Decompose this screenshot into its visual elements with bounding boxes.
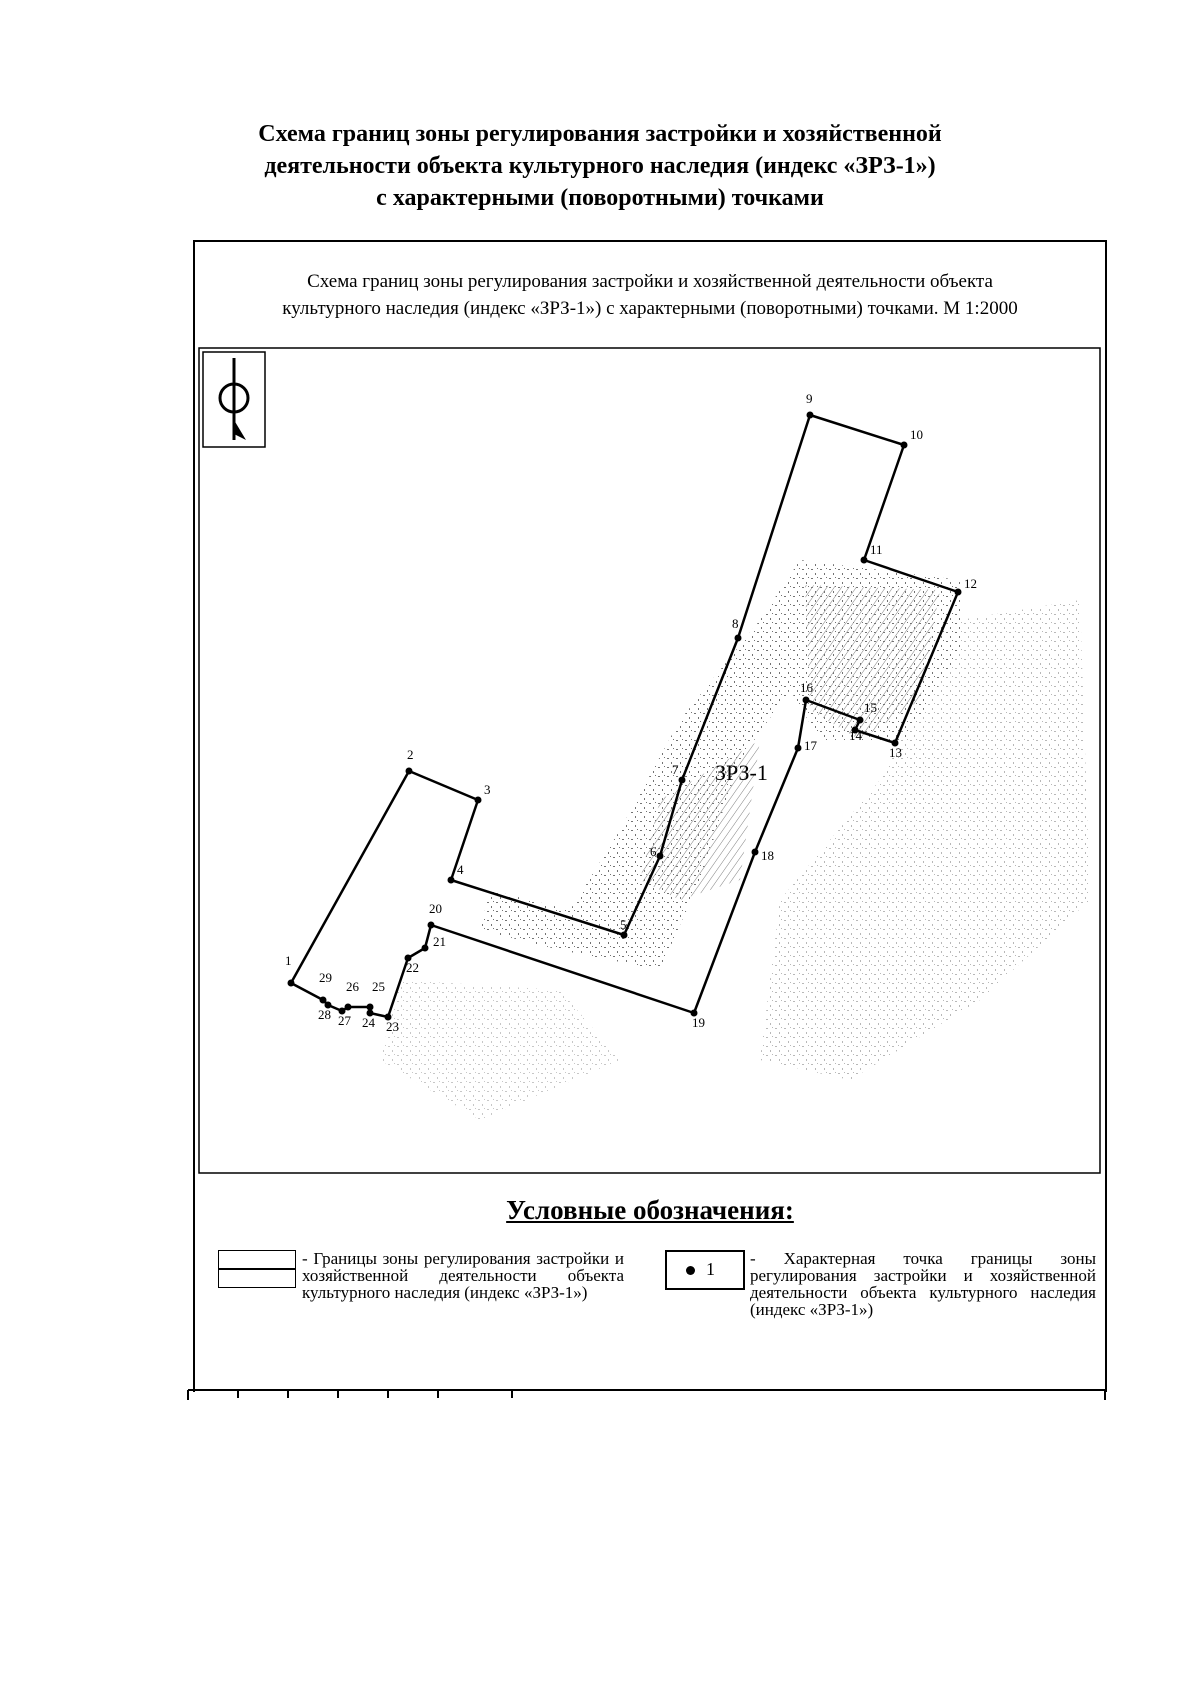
boundary-point-marker	[475, 797, 482, 804]
boundary-point-label: 5	[620, 917, 627, 932]
boundary-point-marker	[861, 557, 868, 564]
boundary-point-label: 25	[372, 979, 385, 994]
boundary-point-marker	[406, 768, 413, 775]
point-legend-text: - Характерная точка границы зоны регулирования застройки и хозяйственной деятельности объекта культурного наследия (индекс «ЗРЗ-1»)	[750, 1249, 1096, 1319]
boundary-point-marker	[857, 717, 864, 724]
map-caption-line-1: Схема границ зоны регулирования застройки и хозяйственной деятельности объекта	[307, 271, 993, 292]
boundary-point-label: 18	[761, 848, 774, 863]
boundary-point-marker	[735, 635, 742, 642]
boundary-point-label: 14	[849, 728, 862, 743]
point-legend-swatch	[665, 1250, 745, 1290]
boundary-point-marker	[657, 853, 664, 860]
boundary-point-label: 21	[433, 934, 446, 949]
boundary-point-label: 9	[806, 391, 813, 406]
boundary-point-label: 11	[870, 542, 883, 557]
boundary-point-label: 4	[457, 862, 464, 877]
boundary-point-label: 28	[318, 1007, 331, 1022]
boundary-point-marker	[901, 442, 908, 449]
urban-texture-patch	[380, 980, 620, 1120]
boundary-point-label: 12	[964, 576, 977, 591]
boundary-point-marker	[752, 849, 759, 856]
boundary-point-marker	[428, 922, 435, 929]
boundary-point-label: 3	[484, 782, 491, 797]
boundary-point-label: 13	[889, 745, 902, 760]
boundary-point-label: 24	[362, 1015, 375, 1030]
boundary-point-marker	[367, 1004, 374, 1011]
title-line-2: деятельности объекта культурного наследия (индекс «ЗРЗ-1»)	[264, 153, 936, 179]
boundary-legend-text: - Границы зоны регулирования застройки и хозяйственной деятельности объекта культурного наследия (индекс «ЗРЗ-1»)	[302, 1249, 624, 1302]
map-caption-line-2: культурного наследия (индекс «ЗРЗ-1») с характерными (поворотными) точками. М 1:2000	[282, 298, 1018, 319]
boundary-point-label: 10	[910, 427, 923, 442]
boundary-point-label: 16	[800, 680, 813, 695]
boundary-point-marker	[803, 697, 810, 704]
boundary-point-marker	[448, 877, 455, 884]
boundary-point-label: 6	[650, 844, 657, 859]
point-legend-number: 1	[706, 1259, 715, 1279]
boundary-point-label: 7	[672, 762, 679, 777]
legend-title: Условные обозначения:	[506, 1195, 794, 1225]
boundary-point-label: 8	[732, 616, 739, 631]
boundary-point-label: 19	[692, 1015, 705, 1030]
boundary-point-marker	[807, 412, 814, 419]
zone-label: ЗРЗ-1	[715, 760, 768, 785]
point-legend-marker	[686, 1266, 695, 1275]
boundary-point-marker	[320, 997, 327, 1004]
north-arrow-icon	[203, 352, 265, 447]
boundary-point-marker	[955, 589, 962, 596]
boundary-point-label: 20	[429, 901, 442, 916]
boundary-point-label: 27	[338, 1013, 351, 1028]
boundary-point-label: 29	[319, 970, 332, 985]
boundary-point-marker	[288, 980, 295, 987]
boundary-point-marker	[422, 945, 429, 952]
boundary-point-label: 2	[407, 747, 414, 762]
boundary-point-marker	[795, 745, 802, 752]
boundary-point-marker	[679, 777, 686, 784]
title-line-1: Схема границ зоны регулирования застройки и хозяйственной	[258, 121, 942, 147]
boundary-point-label: 22	[406, 960, 419, 975]
boundary-point-marker	[345, 1004, 352, 1011]
boundary-point-label: 23	[386, 1019, 399, 1034]
title-line-3: с характерными (поворотными) точками	[376, 185, 824, 211]
boundary-point-label: 17	[804, 738, 817, 753]
boundary-point-marker	[621, 932, 628, 939]
boundary-point-label: 1	[285, 953, 292, 968]
boundary-point-label: 26	[346, 979, 359, 994]
boundary-legend-swatch	[218, 1250, 296, 1288]
boundary-point-label: 15	[864, 700, 877, 715]
